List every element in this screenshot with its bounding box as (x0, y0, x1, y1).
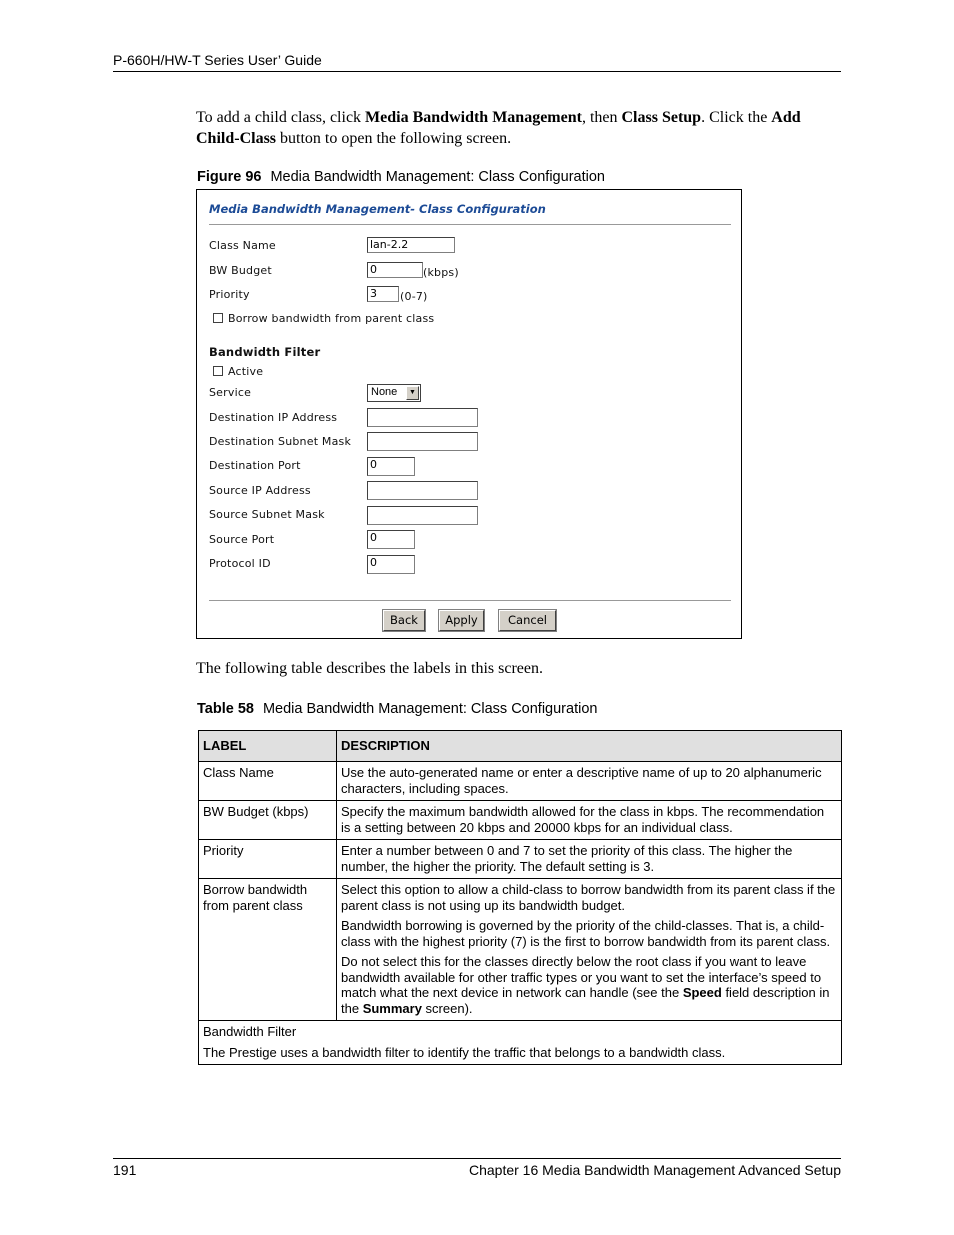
dest-ip-label: Destination IP Address (209, 411, 338, 424)
intro-text: . Click the (701, 109, 772, 126)
intro-bold-button: Add Child-Class (196, 109, 801, 147)
chevron-down-icon[interactable]: ▼ (406, 386, 419, 400)
row-label: Priority (199, 840, 337, 879)
figure-number: Figure 96 (197, 169, 262, 185)
class-name-input[interactable]: lan-2.2 (367, 237, 455, 253)
dest-ip-input[interactable] (367, 408, 478, 427)
figure-caption-text: Media Bandwidth Management: Class Configuration (270, 169, 605, 185)
row-description (337, 879, 842, 1021)
description-bold-summary: Summary (362, 1000, 422, 1016)
priority-label: Priority (209, 288, 250, 301)
row-label: BW Budget (kbps) (199, 801, 337, 840)
intro-text: To add a child class, click (196, 109, 366, 126)
row-description: Use the auto-generated name or enter a descriptive name of up to 20 alphanumeric characters, including spaces. (337, 762, 842, 801)
label-description-table (198, 730, 842, 1065)
section-row-label: Bandwidth Filter (203, 1024, 297, 1039)
active-label: Active (228, 365, 264, 378)
table-row (199, 1021, 842, 1065)
intro-text: button to open the following screen. (276, 130, 512, 147)
description-text: screen). (421, 1000, 473, 1016)
row-description: Enter a number between 0 and 7 to set the priority of this class. The higher the number, the higher the priority. The default setting is 3. (337, 840, 842, 879)
table-row (199, 879, 842, 1021)
description-column-header: DESCRIPTION (337, 731, 842, 762)
service-select[interactable] (367, 384, 421, 402)
table-header-row (199, 731, 842, 762)
class-configuration-screen (196, 189, 742, 639)
header-rule (113, 71, 841, 72)
table-caption-text: Media Bandwidth Management: Class Configuration (262, 701, 598, 717)
intro-bold-submenu: Class Setup (621, 109, 702, 126)
priority-range: (0-7) (400, 290, 428, 303)
figure-caption (197, 169, 605, 185)
description-paragraph: Select this option to allow a child-class to borrow bandwidth from its parent class if the parent class is not using up its bandwidth budget. (341, 882, 836, 913)
chapter-title: Chapter 16 Media Bandwidth Management Advanced Setup (468, 1162, 841, 1178)
src-port-label: Source Port (209, 533, 275, 546)
bandwidth-filter-heading: Bandwidth Filter (209, 345, 321, 359)
description-text: Do not select this for the classes directly below the root class if you want to leave bandwidth available for other traffic types or you want to set the interface’s speed to match what the next device in network can handle (see the (341, 954, 822, 1000)
src-ip-input[interactable] (367, 481, 478, 500)
footer-rule (113, 1158, 841, 1159)
src-port-input[interactable]: 0 (367, 530, 415, 549)
table-caption (197, 701, 597, 717)
src-ip-label: Source IP Address (209, 484, 311, 497)
table-number: Table 58 (197, 701, 254, 717)
dest-port-label: Destination Port (209, 459, 301, 472)
active-checkbox[interactable] (213, 366, 223, 376)
protocol-id-input[interactable]: 0 (367, 555, 415, 574)
src-mask-input[interactable] (367, 506, 478, 525)
service-label: Service (209, 386, 252, 399)
intro-text: , then (581, 109, 622, 126)
protocol-id-label: Protocol ID (209, 557, 271, 570)
row-label: Borrow bandwidth from parent class (199, 879, 337, 1021)
page-number: 191 (113, 1162, 137, 1178)
service-selected-value: None (371, 386, 398, 398)
intro-bold-menu: Media Bandwidth Management (365, 109, 582, 126)
borrow-checkbox[interactable] (213, 313, 223, 323)
footer-divider (209, 600, 731, 602)
dest-port-input[interactable]: 0 (367, 457, 415, 476)
description-bold-speed: Speed (682, 985, 722, 1000)
priority-input[interactable]: 3 (367, 286, 399, 302)
row-description: Specify the maximum bandwidth allowed for the class in kbps. The recommendation is a setting between 20 kbps and 20000 kbps for an individual class. (337, 801, 842, 840)
label-column-header: LABEL (199, 731, 337, 762)
bw-budget-label: BW Budget (209, 264, 272, 277)
description-text: field description in the (341, 985, 830, 1016)
dest-mask-input[interactable] (367, 432, 478, 451)
title-divider (209, 224, 731, 226)
intro-paragraph (196, 107, 842, 149)
section-row-description: The Prestige uses a bandwidth filter to identify the traffic that belongs to a bandwidth class. (203, 1044, 726, 1060)
bw-budget-unit: (kbps) (423, 266, 459, 279)
class-name-label: Class Name (209, 239, 276, 252)
description-paragraph (341, 954, 837, 1016)
dest-mask-label: Destination Subnet Mask (209, 435, 352, 448)
screen-title: Media Bandwidth Management- Class Configuration (209, 202, 546, 216)
table-intro-paragraph: The following table describes the labels in this screen. (196, 660, 544, 677)
borrow-label: Borrow bandwidth from parent class (228, 312, 435, 325)
table-row (199, 762, 842, 801)
running-header: P-660H/HW-T Series User’ Guide (113, 52, 322, 68)
back-button[interactable]: Back (383, 610, 425, 631)
apply-button[interactable]: Apply (439, 610, 484, 631)
section-row (199, 1021, 842, 1065)
bw-budget-input[interactable]: 0 (367, 262, 423, 278)
description-paragraph: Bandwidth borrowing is governed by the priority of the child-classes. That is, a child-class with the highest priority (7) is the first to borrow bandwidth from its parent class. (341, 918, 831, 949)
row-label: Class Name (199, 762, 337, 801)
table-row (199, 840, 842, 879)
src-mask-label: Source Subnet Mask (209, 508, 325, 521)
table-row (199, 801, 842, 840)
cancel-button[interactable]: Cancel (499, 610, 556, 631)
